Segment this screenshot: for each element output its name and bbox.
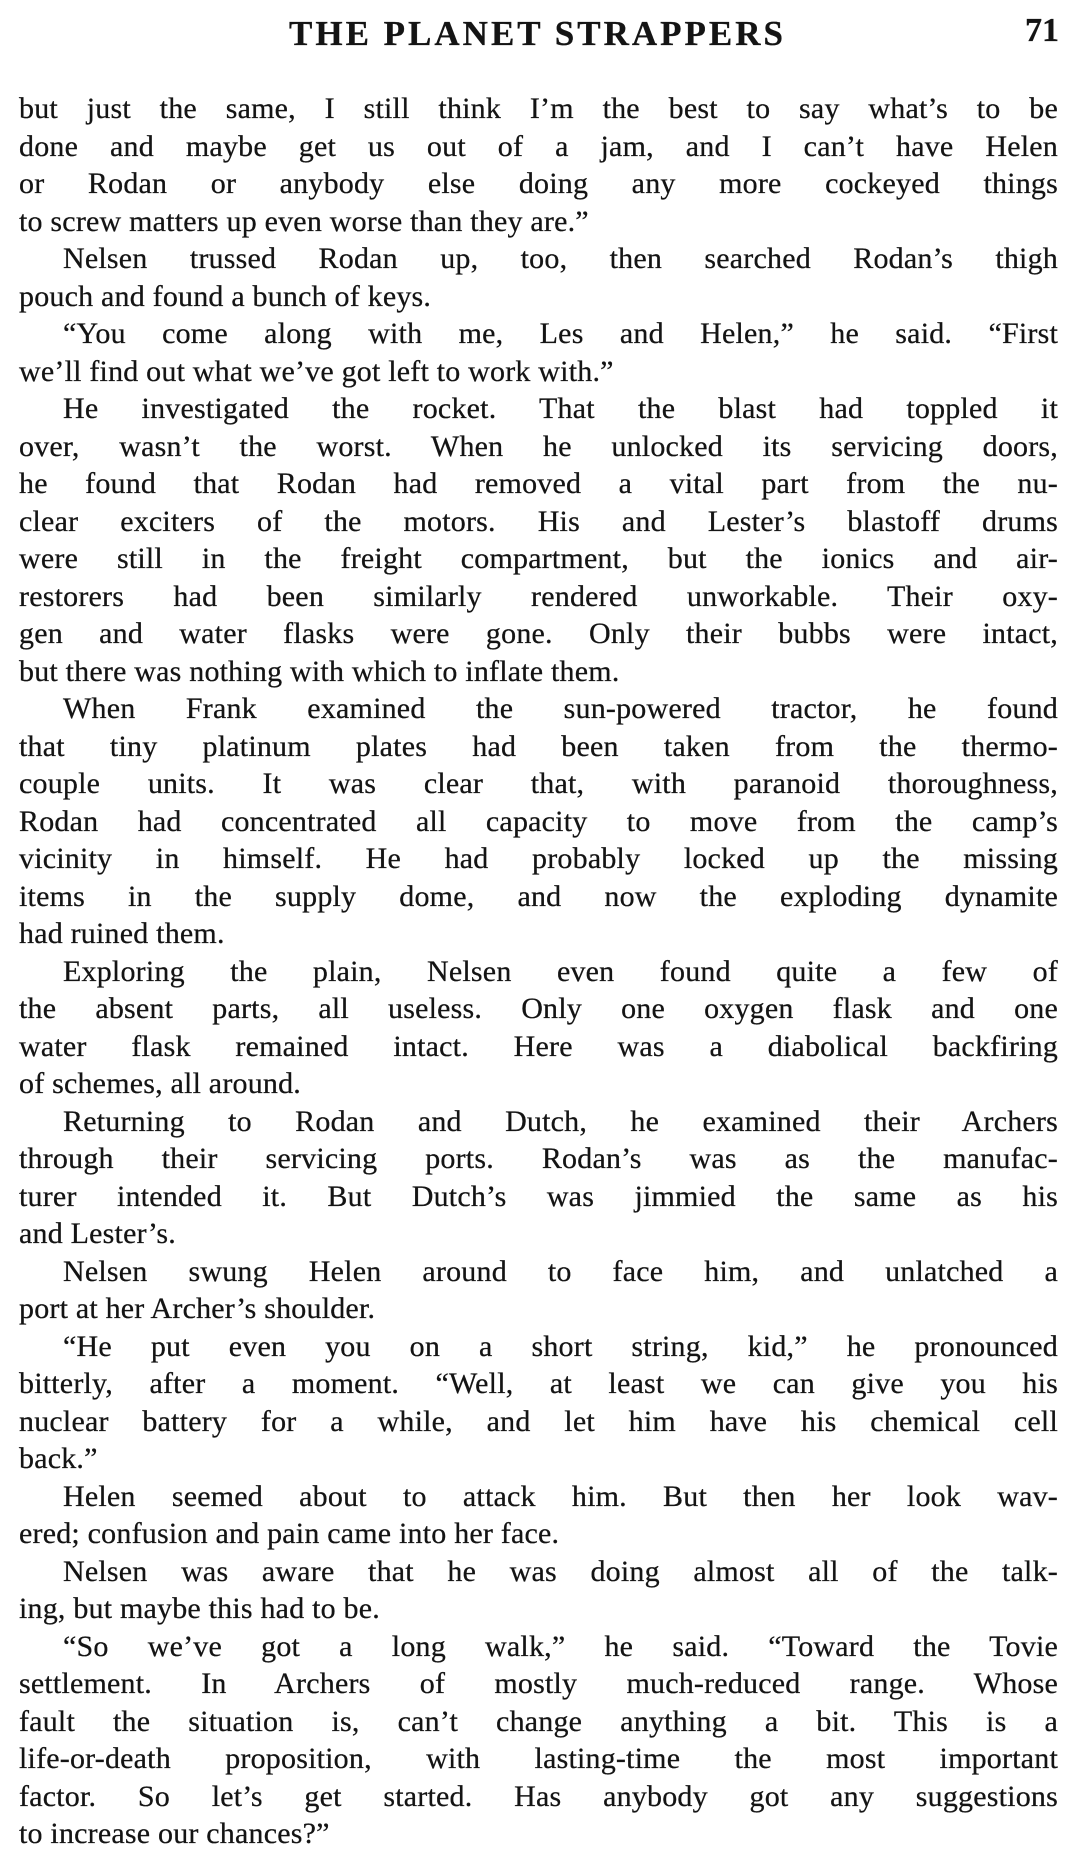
text-line: of schemes, all around. xyxy=(19,1067,302,1100)
text-line: Nelsen swung Helen around to face him, and unlatched a xyxy=(63,1254,1058,1288)
text-line: back.” xyxy=(19,1442,98,1475)
text-line: pouch and found a bunch of keys. xyxy=(19,279,432,313)
text-line: nuclear battery for a while, and let him have his chemical cell xyxy=(19,1404,1058,1438)
text-line: port at her Archer’s shoulder. xyxy=(19,1292,376,1325)
text-line: couple units. It was clear that, with paranoid thoroughness, xyxy=(19,767,1058,800)
paragraph xyxy=(19,1478,1058,1553)
text-line: he found that Rodan had removed a vital part from the nu- xyxy=(19,467,1058,500)
paragraph xyxy=(19,390,1058,690)
page-body xyxy=(0,90,1075,1853)
text-line: but just the same, I still think I’m the best to say what’s to be xyxy=(19,92,1058,125)
text-line: through their servicing ports. Rodan’s was as the manufac- xyxy=(19,1142,1058,1175)
page-header xyxy=(0,0,1075,66)
text-line: Rodan had concentrated all capacity to move from the camp’s xyxy=(19,804,1058,838)
text-line: that tiny platinum plates had been taken from the thermo- xyxy=(19,729,1058,763)
text-line: Helen seemed about to attack him. But then her look wav- xyxy=(63,1479,1058,1513)
text-line: vicinity in himself. He had probably locked up the missing xyxy=(19,842,1058,875)
text-line: bitterly, after a moment. “Well, at least we can give you his xyxy=(19,1367,1058,1400)
text-line: were still in the freight compartment, but the ionics and air- xyxy=(19,542,1058,575)
paragraph xyxy=(19,1253,1058,1328)
text-line: life-or-death proposition, with lasting-time the most important xyxy=(19,1742,1058,1775)
text-line: When Frank examined the sun-powered tractor, he found xyxy=(63,692,1058,725)
text-line: ing, but maybe this had to be. xyxy=(19,1592,380,1625)
text-line: factor. So let’s get started. Has anybody got any suggestions xyxy=(19,1779,1058,1813)
text-line: and Lester’s. xyxy=(19,1217,176,1250)
text-line: done and maybe get us out of a jam, and I can’t have Helen xyxy=(19,129,1058,163)
text-line: water flask remained intact. Here was a diabolical backfiring xyxy=(19,1029,1058,1063)
text-line: restorers had been similarly rendered unworkable. Their oxy- xyxy=(19,579,1058,613)
text-line: to increase our chances?” xyxy=(19,1817,330,1850)
text-line: “So we’ve got a long walk,” he said. “Toward the Tovie xyxy=(63,1629,1058,1663)
paragraph xyxy=(19,690,1058,953)
page-title: THE PLANET STRAPPERS xyxy=(289,14,786,53)
text-line: settlement. In Archers of mostly much-reduced range. Whose xyxy=(19,1667,1058,1700)
text-line: turer intended it. But Dutch’s was jimmied the same as his xyxy=(19,1179,1058,1213)
paragraph xyxy=(19,240,1058,315)
text-line: He investigated the rocket. That the blast had toppled it xyxy=(63,392,1058,425)
text-line: we’ll find out what we’ve got left to work with.” xyxy=(19,354,614,388)
text-line: the absent parts, all useless. Only one oxygen flask and one xyxy=(19,992,1058,1025)
text-line: ered; confusion and pain came into her face. xyxy=(19,1517,560,1550)
text-line: to screw matters up even worse than they are.” xyxy=(19,204,589,238)
text-line: “He put even you on a short string, kid,” he pronounced xyxy=(63,1329,1058,1363)
text-line: Nelsen was aware that he was doing almost all of the talk- xyxy=(63,1554,1058,1588)
text-line: clear exciters of the motors. His and Lester’s blastoff drums xyxy=(19,504,1058,538)
text-line: Exploring the plain, Nelsen even found quite a few of xyxy=(63,954,1058,988)
text-line: or Rodan or anybody else doing any more cockeyed things xyxy=(19,167,1058,200)
text-line: but there was nothing with which to inflate them. xyxy=(19,654,620,688)
paragraph xyxy=(19,1328,1058,1478)
paragraph xyxy=(19,1628,1058,1853)
paragraph xyxy=(19,1553,1058,1628)
text-line: gen and water flasks were gone. Only their bubbs were intact, xyxy=(19,617,1058,650)
text-line: over, wasn’t the worst. When he unlocked its servicing doors, xyxy=(19,429,1058,463)
paragraph xyxy=(19,1103,1058,1253)
text-line: “You come along with me, Les and Helen,” he said. “First xyxy=(63,317,1058,350)
page-number: 71 xyxy=(1025,12,1059,49)
text-line: Nelsen trussed Rodan up, too, then searched Rodan’s thigh xyxy=(63,242,1058,275)
paragraph xyxy=(19,90,1058,240)
paragraph xyxy=(19,953,1058,1103)
text-line: had ruined them. xyxy=(19,917,225,950)
text-line: fault the situation is, can’t change anything a bit. This is a xyxy=(19,1704,1058,1738)
paragraph xyxy=(19,315,1058,390)
text-line: Returning to Rodan and Dutch, he examined their Archers xyxy=(63,1104,1058,1138)
text-line: items in the supply dome, and now the exploding dynamite xyxy=(19,879,1058,913)
